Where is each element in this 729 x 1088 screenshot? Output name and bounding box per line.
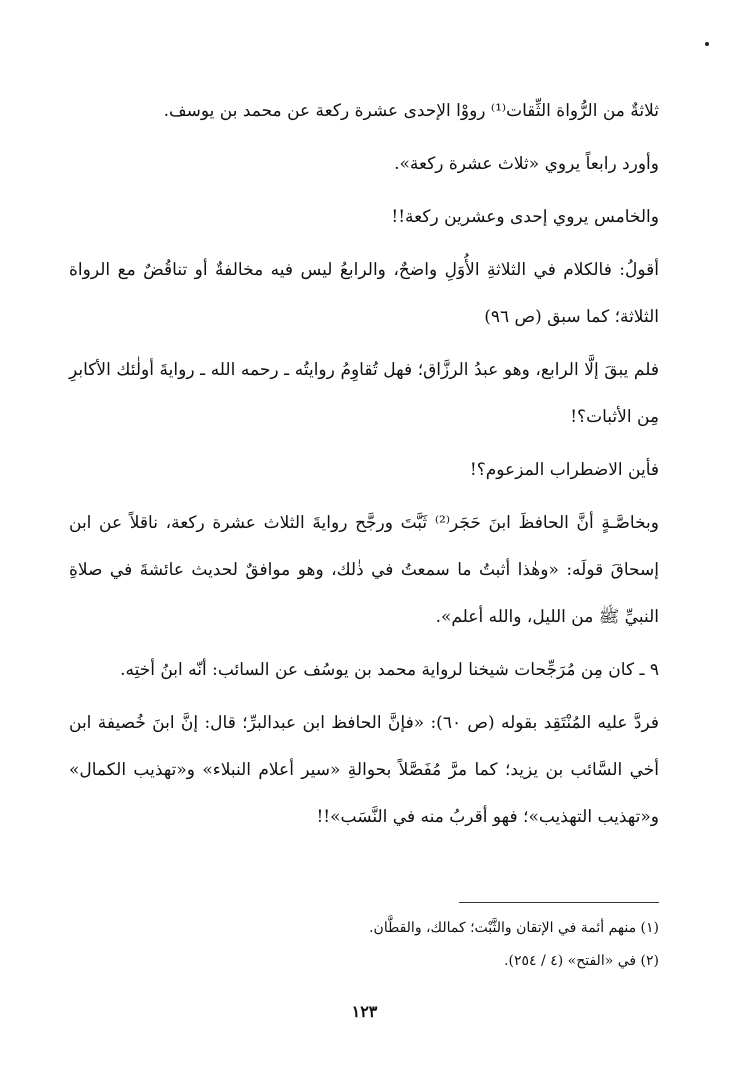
scan-speck (705, 42, 709, 46)
paragraph-9: فردَّ عليه المُنْتَقِد بقوله (ص ٦٠): «فإنَّ الحافظ ابن عبدالبرِّ؛ قال: إنَّ ابنَ خُصيفة ابن أخي السَّائب بن يزيد؛ كما مرَّ مُفَصَّلاً بحوالةِ «سير أعلام النبلاء» و«تهذيب الكمال» و«تهذيب التهذيب»؛ فهو أقربُ منه في النَّسَب»!! (69, 713, 659, 827)
main-text (69, 88, 659, 847)
paragraph-4: أقولُ: فالكلام في الثلاثةِ الأُوَلِ واضحٌ، والرابعُ ليس فيه مخالفةٌ أو تناقُضٌ مع الرواة الثلاثة؛ كما سبق (ص ٩٦) (69, 260, 659, 327)
paragraph-8: ٩ ـ كان مِن مُرَجِّحات شيخنا لرواية محمد بن يوسُف عن السائب: أنّه ابنُ أختِه. (120, 660, 659, 680)
page-number: ١٢٣ (351, 1002, 378, 1021)
paragraph-3: والخامس يروي إحدى وعشرين ركعة!! (391, 207, 659, 227)
paragraph-6: فأين الاضطراب المزعوم؟! (469, 460, 659, 480)
paragraph-2: وأورد رابعاً يروي «ثلاث عشرة ركعة». (394, 154, 659, 174)
footnotes (69, 912, 659, 978)
paragraph-1: ثلاثةٌ من الرُّواة الثِّقات⁽¹⁾ رووْا الإحدى عشرة ركعة عن محمد بن يوسف. (163, 101, 659, 121)
footnote-2: (٢) في «الفتح» (٤ / ٢٥٤). (504, 953, 659, 969)
footnote-1: (١) منهم أئمة في الإتقان والثَّبْت؛ كمالك، والقطَّان. (369, 920, 659, 936)
paragraph-7: وبخاصَّـةٍ أنَّ الحافظَ ابنَ حَجَر⁽²⁾ ثَبَّتَ ورجَّح روايةَ الثلاث عشرة ركعة، ناقلاً عن ابن إسحاقَ قولَه: «وهٰذا أثبتُ ما سمعتُ في ذٰلك، وهو موافقٌ لحديث عائشةَ في صلاةِ النبيِّ ﷺ من الليل، والله أعلم». (69, 513, 660, 627)
paragraph-5: فلم يبقَ إلَّا الرابع، وهو عبدُ الرزَّاق؛ فهل تُقاوِمُ روايتُه ـ رحمه الله ـ روايةَ أولٰئك الأكابرِ مِن الأثبات؟! (69, 360, 659, 427)
footnote-divider (459, 902, 659, 903)
